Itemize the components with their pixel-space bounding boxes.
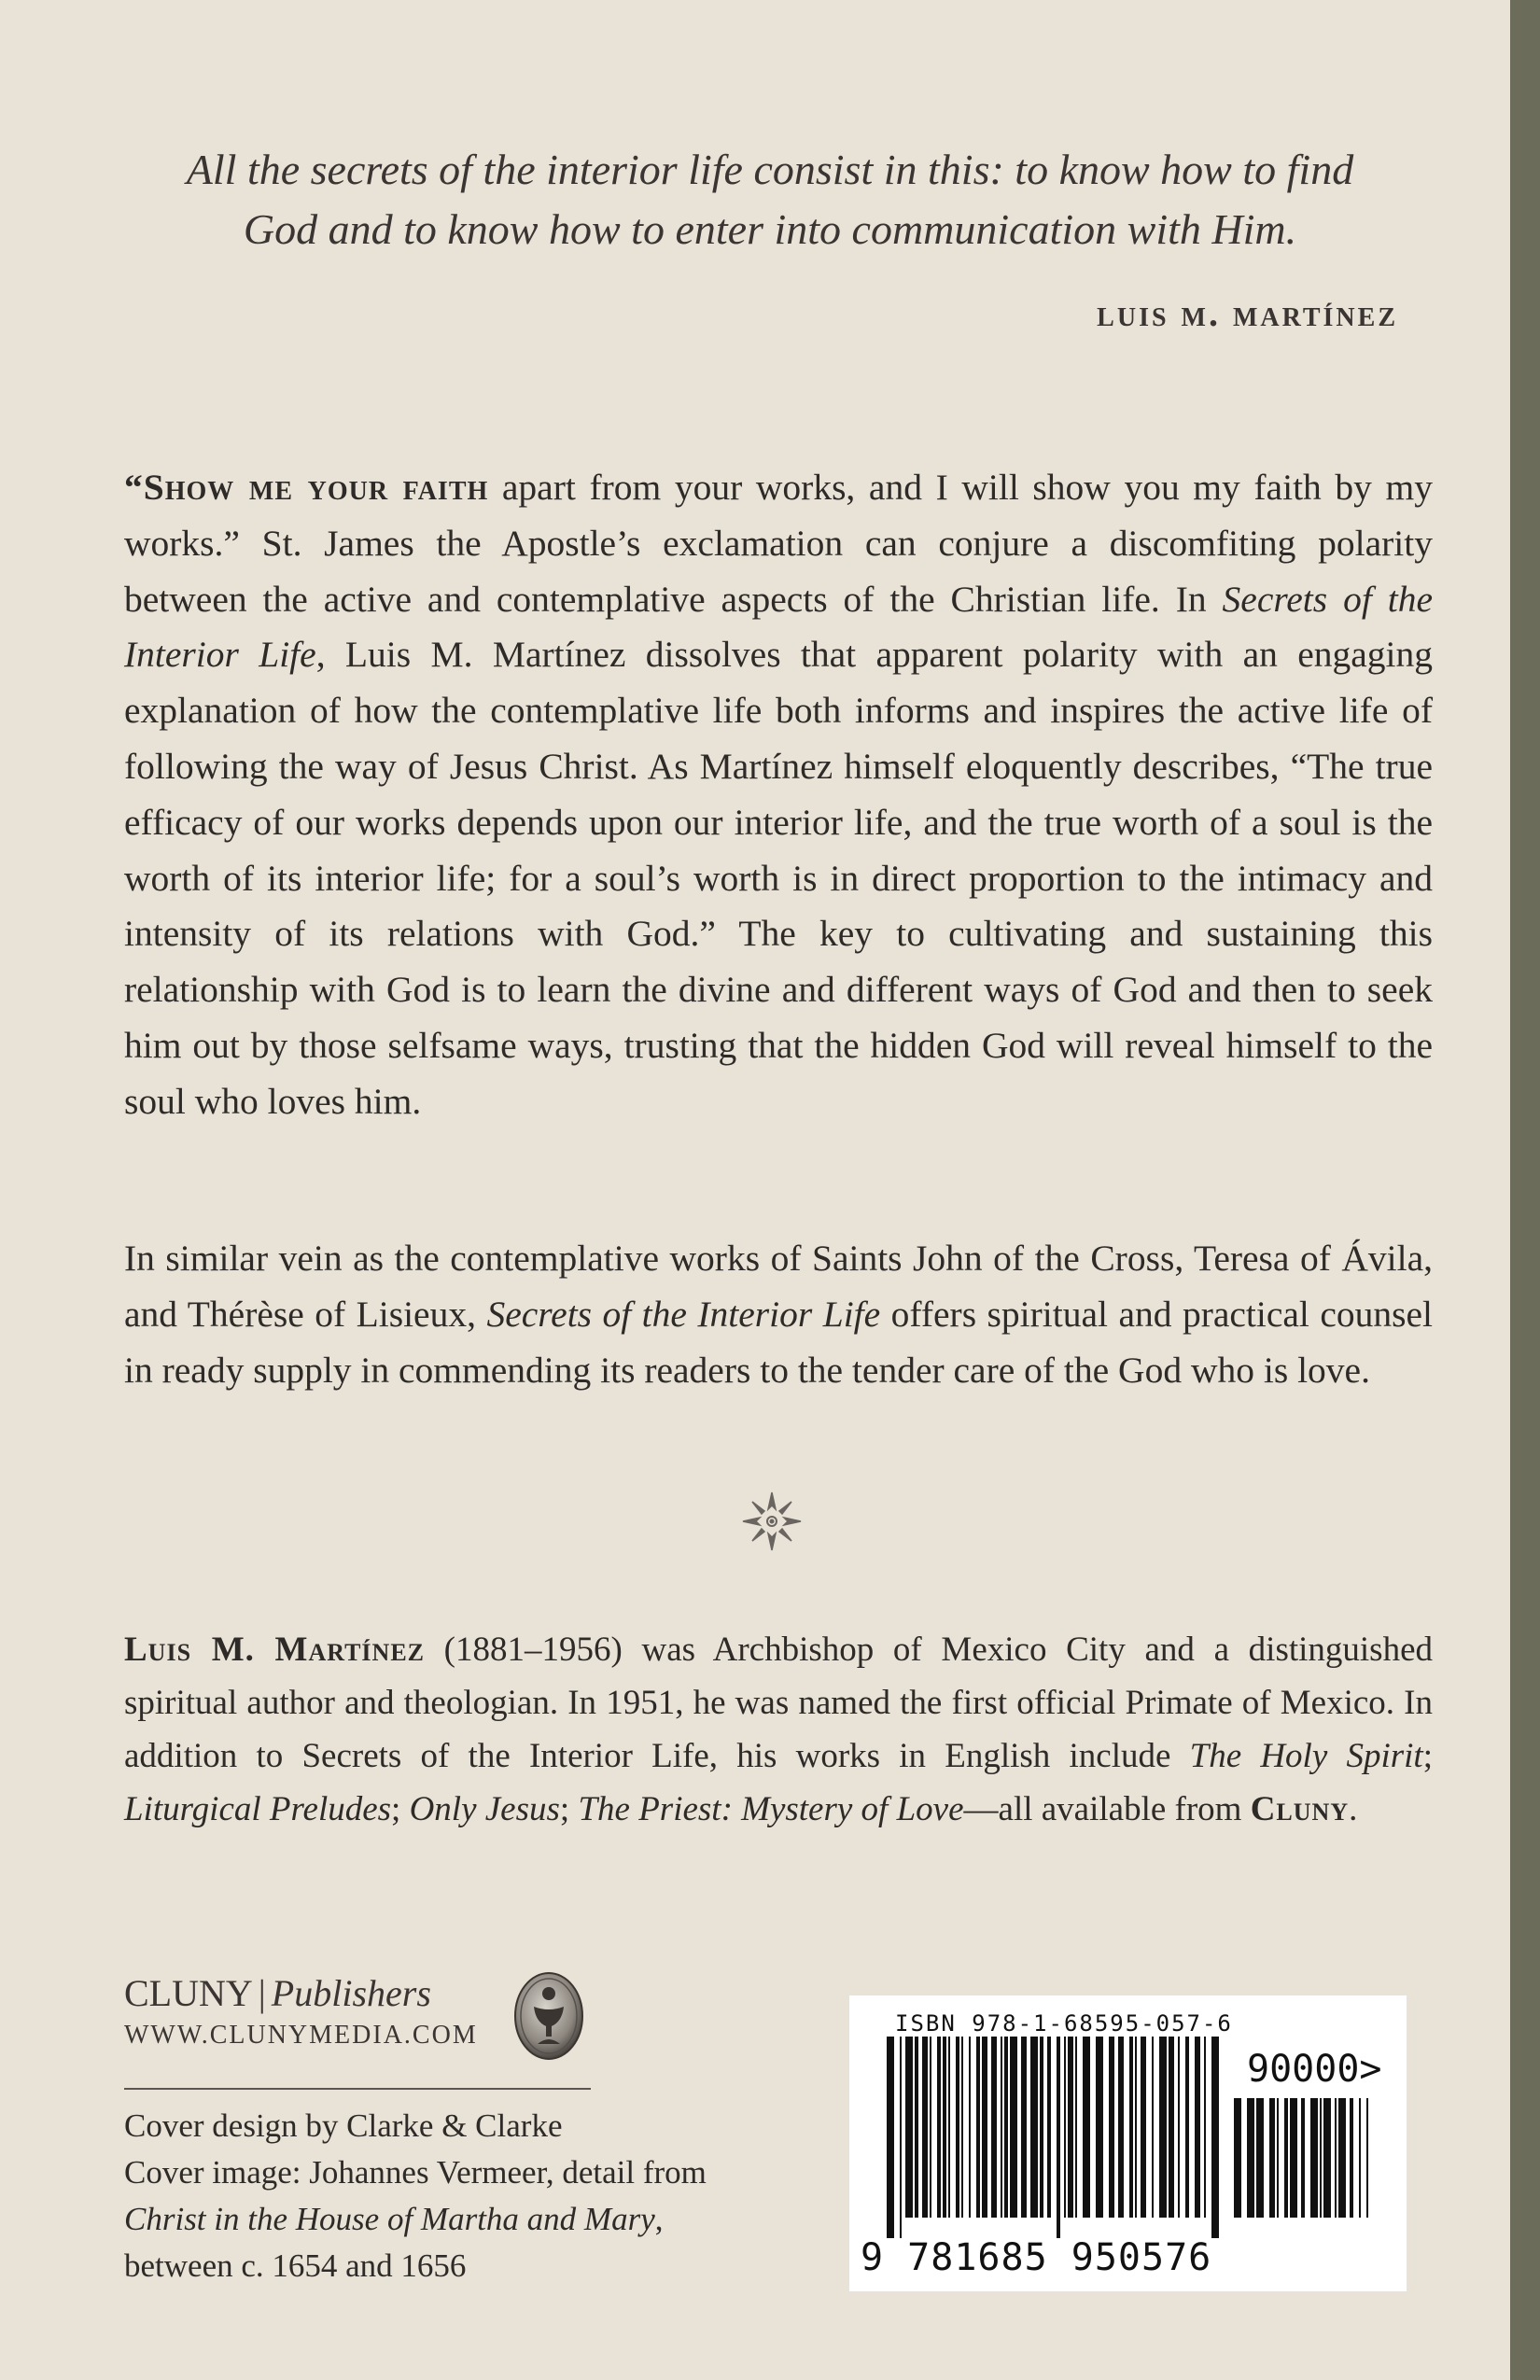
barcode-bar xyxy=(1135,2037,1137,2218)
barcode-bar xyxy=(982,2037,987,2218)
bio-separator: ; xyxy=(559,1790,579,1828)
bio-separator: ; xyxy=(1422,1737,1433,1775)
chalice-logo-icon xyxy=(511,1969,586,2063)
barcode-bar xyxy=(943,2037,946,2218)
publisher-separator: | xyxy=(258,1972,266,2014)
barcode-bar xyxy=(1141,2037,1146,2218)
barcode-bar xyxy=(1083,2037,1090,2218)
bio-text: . xyxy=(1349,1790,1358,1828)
bio-text: —all available from xyxy=(963,1790,1251,1828)
barcode-bar xyxy=(905,2037,913,2218)
barcode-bar xyxy=(1211,2037,1219,2238)
image-credit: Cover image: Johannes Vermeer, detail from xyxy=(124,2154,707,2191)
barcode-bar xyxy=(1096,2037,1103,2218)
barcode-bar xyxy=(1310,2098,1318,2218)
epigraph-line-1: All the secrets of the interior life consist in this: to know how to find xyxy=(186,146,1354,193)
description-text: , Luis M. Martínez dissolves that apparent polarity with an engaging explanation of how the contemplative life both informs and inspires the active life of following the way of Jesus Christ. As Martínez himself eloquently describes, “The true efficacy of our works depends upon our interior life, and the true worth of a soul is the worth of its interior life; for a soul’s worth is in direct proportion to the intimacy and intensity of its relations with God.” The key to cultivating and sustaining this relationship with God is to learn the divine and different ways of God and then to seek him out by those selfsame ways, trusting that the hidden God will reveal himself to the soul who loves him. xyxy=(124,634,1434,1122)
barcode-bar xyxy=(1040,2037,1043,2218)
work-title: Liturgical Preludes xyxy=(124,1790,392,1828)
description-text: apart from your works, and I will show you my faith by my works.” St. James the Apostle’s exclamation can conjure a discomfiting polarity between the active and contemplative aspects of the Christian life. In xyxy=(124,467,1433,620)
barcode-bar xyxy=(1109,2037,1114,2218)
isbn-barcode xyxy=(849,1995,1407,2291)
barcode-bar xyxy=(1178,2037,1180,2218)
work-title: The Holy Spirit xyxy=(1189,1737,1423,1775)
author-bio xyxy=(124,1623,1433,1836)
barcode-bar xyxy=(1010,2037,1017,2218)
barcode-bar xyxy=(1320,2098,1322,2218)
barcode-bar xyxy=(1185,2037,1189,2218)
price-code: 90000> xyxy=(1247,2048,1382,2091)
barcode-bar xyxy=(1169,2037,1174,2218)
barcode-bar xyxy=(1277,2098,1279,2218)
barcode-bar xyxy=(1323,2098,1331,2218)
barcode-bar xyxy=(1195,2037,1200,2218)
divider-rule xyxy=(124,2088,591,2090)
barcode-bar xyxy=(887,2037,894,2238)
barcode-bar xyxy=(1256,2098,1264,2218)
book-title: Secrets of the Interior Life xyxy=(486,1293,881,1335)
barcode-bar xyxy=(1075,2037,1077,2218)
barcode-bar xyxy=(1064,2037,1066,2218)
barcode-bars xyxy=(887,2037,1223,2238)
barcode-bar xyxy=(1068,2037,1073,2218)
painting-line xyxy=(124,2196,833,2243)
isbn-label: ISBN 978-1-68595-057-6 xyxy=(895,2010,1233,2037)
barcode-bar xyxy=(1118,2037,1124,2218)
barcode-bar xyxy=(1366,2098,1368,2218)
publisher-url: WWW.CLUNYMEDIA.COM xyxy=(124,2021,478,2050)
barcode-bar xyxy=(1359,2098,1361,2218)
barcode-bar xyxy=(1001,2037,1002,2218)
publisher-tagline: Publishers xyxy=(271,1972,431,2014)
barcode-bar xyxy=(1204,2037,1206,2218)
epigraph-line-2: God and to know how to enter into communication with Him. xyxy=(243,205,1297,253)
barcode-bar xyxy=(976,2037,980,2218)
fleuron-ornament-icon xyxy=(739,1489,805,1554)
description-paragraph-1 xyxy=(124,460,1433,1130)
barcode-bar xyxy=(1301,2098,1305,2218)
barcode-bar xyxy=(1152,2037,1154,2218)
painting-title: Christ in the House of Martha and Mary xyxy=(124,2201,655,2237)
spine-edge-strip xyxy=(1510,0,1540,2380)
barcode-bar xyxy=(1030,2037,1038,2218)
barcode-bar xyxy=(1004,2037,1008,2218)
barcode-bar xyxy=(1247,2098,1254,2218)
barcode-bar xyxy=(915,2037,918,2218)
publisher-mention: Cluny xyxy=(1250,1790,1350,1828)
barcode-bar xyxy=(930,2037,931,2218)
barcode-bar xyxy=(969,2037,971,2218)
work-title: The Priest: Mystery of Love xyxy=(578,1790,964,1828)
barcode-bar xyxy=(956,2037,959,2218)
bio-separator: ; xyxy=(391,1790,410,1828)
barcode-bar xyxy=(922,2037,928,2218)
barcode-bar xyxy=(900,2037,902,2238)
barcode-bar xyxy=(1159,2037,1167,2218)
barcode-bar xyxy=(1269,2098,1275,2218)
barcode-bar xyxy=(1290,2098,1297,2218)
barcode-bar xyxy=(1021,2037,1027,2218)
publisher-wordmark: CLUNY xyxy=(124,1972,253,2014)
addon-barcode-bars xyxy=(1234,2098,1374,2238)
painting-date: between c. 1654 and 1656 xyxy=(124,2247,467,2284)
barcode-bar xyxy=(1350,2098,1353,2218)
barcode-bar xyxy=(991,2037,997,2218)
description-paragraph-2 xyxy=(124,1231,1433,1398)
cover-credits xyxy=(124,2103,833,2289)
author-name: Luis M. Martínez xyxy=(124,1631,426,1669)
epigraph-author: luis m. martínez xyxy=(1097,292,1398,334)
description-text: In similar vein as the contemplative works of Saints John of the Cross, Teresa of Ávila, and Thérèse of Lisieux, xyxy=(124,1238,1433,1335)
barcode-bar xyxy=(937,2037,941,2218)
barcode-digits: 9 781685 950576 xyxy=(861,2236,1212,2279)
book-title: Secrets of the Interior Life xyxy=(124,578,1433,676)
barcode-bar xyxy=(1129,2037,1133,2218)
bio-text: (1881–1956) was Archbishop of Mexico City and a distinguished spiritual author and theologian. In 1951, he was named the first official Primate of Mexico. In addition to Secrets of the Interior Life, his works in English include xyxy=(124,1631,1433,1775)
barcode-bar xyxy=(1338,2098,1346,2218)
barcode-bar xyxy=(1284,2098,1288,2218)
design-credit: Cover design by Clarke & Clarke xyxy=(124,2107,563,2144)
barcode-bar xyxy=(1335,2098,1337,2218)
barcode-bar xyxy=(1047,2037,1051,2218)
painting-comma: , xyxy=(654,2201,664,2237)
barcode-bar xyxy=(1057,2037,1060,2238)
barcode-bar xyxy=(948,2037,950,2218)
lead-in-text: “Show me your faith xyxy=(124,467,489,508)
barcode-bar xyxy=(961,2037,963,2218)
work-title: Only Jesus xyxy=(409,1790,560,1828)
barcode-bar xyxy=(1234,2098,1241,2218)
epigraph-quote xyxy=(140,140,1400,259)
description-text: offers spiritual and practical counsel in ready supply in commending its readers to the tender care of the God who is love. xyxy=(124,1293,1434,1391)
